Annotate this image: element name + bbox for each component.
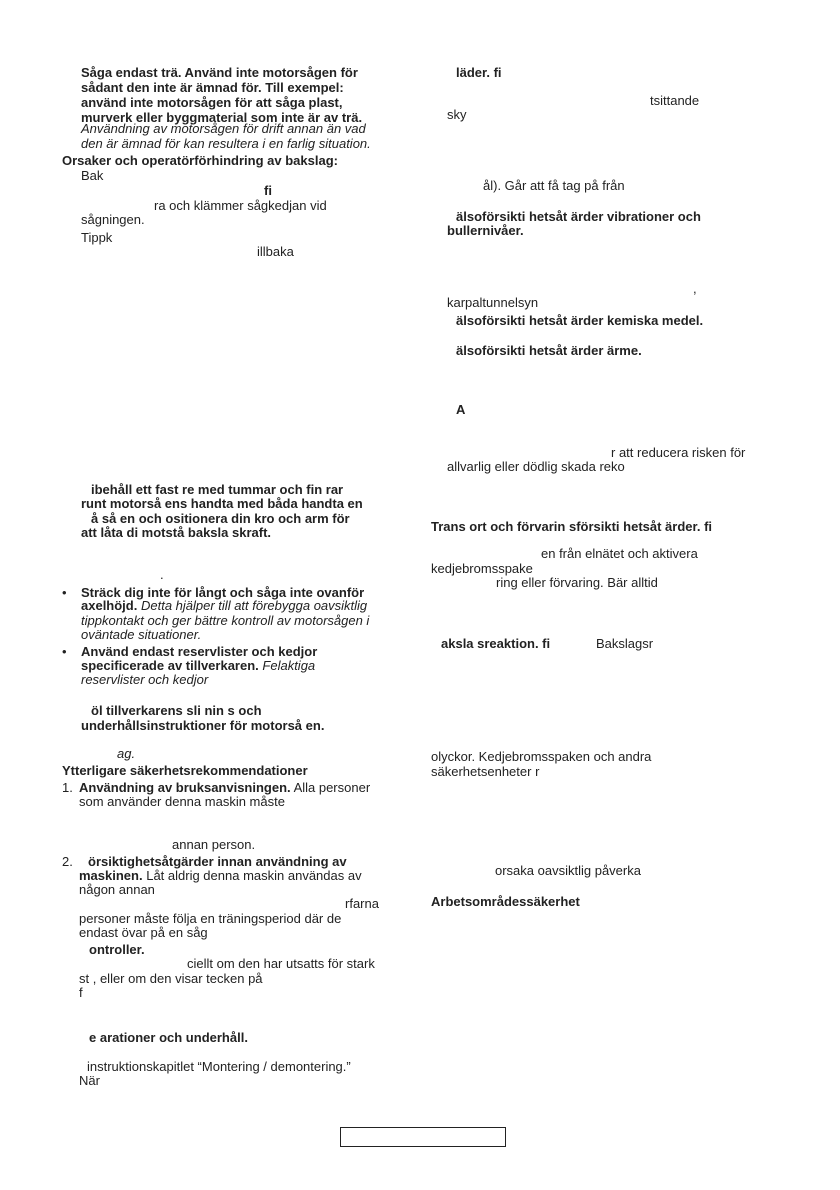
text-line: läder. fi: [456, 65, 502, 80]
text-line: å så en och ositionera din kro och arm för: [91, 511, 350, 526]
text-line: fi: [264, 183, 272, 198]
text-line: använd inte motorsågen för att såga plast,: [81, 95, 343, 110]
text-line: Tippk: [81, 230, 113, 245]
text-line: sågningen.: [81, 212, 145, 227]
text-line: Använd endast reservlister och kedjor: [81, 644, 318, 659]
text-line: den är ämnad för kan resultera i en farlig situation.: [81, 136, 371, 151]
text-line: som använder denna maskin måste: [79, 794, 285, 809]
text-line: underhållsinstruktioner för motorså en.: [81, 718, 325, 733]
text-line: ibehåll ett fast re med tummar och fin rar: [91, 482, 344, 497]
text-line: tippkontakt och ger bättre kontroll av motorsågen i: [81, 613, 370, 628]
text-line: tsittande: [650, 93, 700, 108]
text-line: en från elnätet och aktivera: [541, 546, 698, 561]
text-line: Såga endast trä. Använd inte motorsågen för: [81, 65, 358, 80]
text-line: personer måste följa en träningsperiod där de: [79, 911, 342, 926]
text-line: älsoförsikti hetsåt ärder vibrationer och: [456, 209, 701, 224]
bold-run: specificerade av tillverkaren.: [81, 658, 259, 673]
text-line: ,: [693, 281, 697, 296]
text-line: murverk eller byggmaterial som inte är av trä.: [81, 110, 363, 125]
text-line: rfarna: [345, 896, 379, 911]
text-line: sky: [447, 107, 467, 122]
text-line: orsaka oavsiktlig påverka: [495, 863, 641, 878]
text-line: Sträck dig inte för långt och såga inte ovanför: [81, 585, 365, 600]
text-line: älsoförsikti hetsåt ärder ärme.: [456, 343, 642, 358]
text-line: karpaltunnelsyn: [447, 295, 539, 310]
text-line: ciellt om den har utsatts för stark: [187, 956, 375, 971]
text-line: örsiktighetsåtgärder innan användning av: [88, 854, 347, 869]
text-line: att låta di motstå baksla skraft.: [81, 525, 272, 540]
bold-run: maskinen.: [79, 868, 143, 883]
text-line: reservlister och kedjor: [81, 672, 209, 687]
italic-run: Felaktiga: [262, 658, 316, 673]
text-line: f: [79, 985, 83, 1000]
text-line: endast övar på en såg: [79, 925, 208, 940]
text-line: Bakslagsr: [596, 636, 654, 651]
text-line: olyckor. Kedjebromsspaken och andra: [431, 749, 652, 764]
text-line: ontroller.: [89, 942, 145, 957]
page-number-box: [340, 1127, 506, 1147]
italic-run: Detta hjälper till att förebygga oavsiktlig: [140, 598, 368, 613]
text-line: säkerhetsenheter r: [431, 764, 540, 779]
text-line: instruktionskapitlet “Montering / demontering.”: [87, 1059, 351, 1074]
text-line: öl tillverkarens sli nin s och: [91, 703, 262, 718]
bullet-icon: •: [62, 644, 67, 659]
text-line: illbaka: [257, 244, 294, 259]
text-line: aksla sreaktion. fi: [441, 636, 551, 651]
text-line: ål). Går att få tag på från: [483, 178, 625, 193]
text-line: .: [160, 567, 164, 582]
text-line: runt motorså ens handta med båda handta en: [81, 496, 363, 511]
text-line: [79, 780, 370, 795]
normal-run: Alla personer: [293, 780, 371, 795]
text-line: [81, 658, 315, 673]
text-line: bullernivåer.: [447, 223, 524, 238]
text-line: A: [456, 402, 466, 417]
text-line: sådant den inte är ämnad för. Till exempel:: [81, 80, 344, 95]
text-line: ra och klämmer sågkedjan vid: [154, 198, 327, 213]
normal-run: Låt aldrig denna maskin användas av: [146, 868, 362, 883]
bullet-icon: •: [62, 585, 67, 600]
text-line: Användning av motorsågen för drift annan än vad: [81, 121, 366, 136]
section-heading: Arbetsområdessäkerhet: [431, 894, 580, 909]
section-heading: Ytterligare säkerhetsrekommendationer: [62, 763, 308, 778]
text-line: r att reducera risken för: [611, 445, 746, 460]
section-heading: Trans ort och förvarin sförsikti hetsåt ärder. fi: [431, 519, 713, 534]
section-heading: Orsaker och operatörförhindring av bakslag:: [62, 153, 338, 168]
bold-run: axelhöjd.: [81, 598, 138, 613]
text-line: e arationer och underhåll.: [89, 1030, 248, 1045]
list-number: 2.: [62, 854, 73, 869]
text-line: När: [79, 1073, 100, 1088]
text-line: [81, 598, 367, 613]
text-line: st , eller om den visar tecken på: [79, 971, 263, 986]
text-line: [79, 868, 362, 883]
text-line: älsoförsikti hetsåt ärder kemiska medel.: [456, 313, 704, 328]
text-line: ag.: [117, 746, 136, 761]
list-number: 1.: [62, 780, 73, 795]
text-line: annan person.: [172, 837, 256, 852]
text-line: oväntade situationer.: [81, 627, 202, 642]
text-line: kedjebromsspake: [431, 561, 533, 576]
text-line: Bak: [81, 168, 104, 183]
text-line: ring eller förvaring. Bär alltid: [496, 575, 658, 590]
text-line: någon annan: [79, 882, 155, 897]
bold-run: Användning av bruksanvisningen.: [79, 780, 291, 795]
text-line: allvarlig eller dödlig skada reko: [447, 459, 625, 474]
